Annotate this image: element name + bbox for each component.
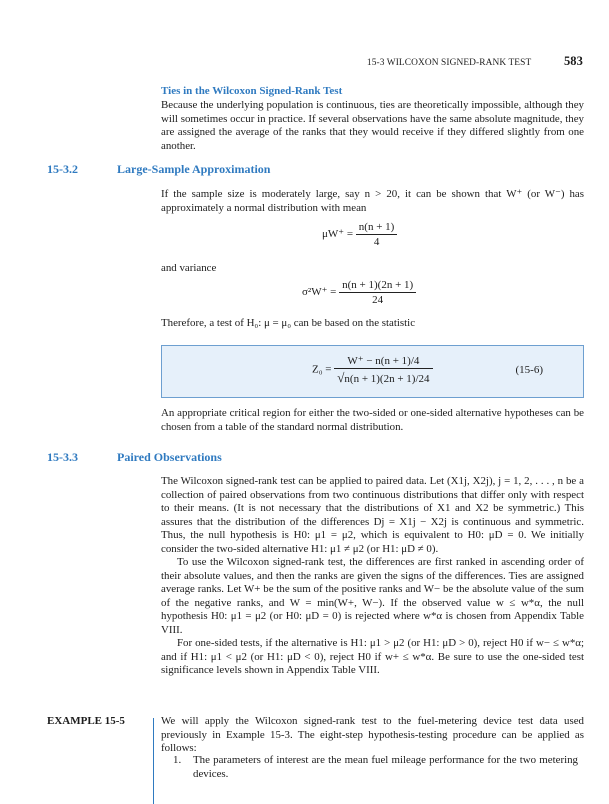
- example-step-1: [173, 754, 584, 781]
- example-label: EXAMPLE 15-5: [47, 715, 125, 727]
- ties-heading: Ties in the Wilcoxon Signed-Rank Test: [161, 85, 343, 97]
- large-sample-intro: If the sample size is moderately large, say n > 20, it can be shown that W⁺ (or W⁻) has approximately a normal distribution with mean: [161, 188, 584, 214]
- section-title: Large-Sample Approximation: [117, 162, 271, 176]
- z-lhs: Z₀ =: [312, 363, 332, 376]
- z-fraction: [334, 354, 432, 386]
- paired-observations-body: [161, 475, 584, 678]
- mean-equation: [322, 221, 397, 248]
- variance-denominator: 24: [339, 292, 416, 306]
- running-title: 15-3 WILCOXON SIGNED-RANK TEST: [366, 58, 532, 68]
- paired-paragraph-3: For one-sided tests, if the alternative is H1: μ1 > μ2 (or H1: μD > 0), reject H0 if w− ≤ w*α; and if H1: μ1 < μ2 (or H1: μD < 0), reject H0 if w+ ≤ w*α. Be sure to use the one-sided test significance levels shown in Appendix Table VIII.: [161, 637, 584, 676]
- variance-fraction: [339, 279, 416, 306]
- z-numerator: W⁺ − n(n + 1)/4: [347, 355, 420, 367]
- mean-numerator: n(n + 1): [358, 221, 395, 233]
- variance-numerator: n(n + 1)(2n + 1): [342, 279, 414, 291]
- equation-box: [161, 345, 584, 398]
- section-number: 15-3.2: [47, 162, 78, 176]
- mean-fraction: [356, 221, 398, 248]
- step-number: 1.: [173, 754, 182, 766]
- section-number: 15-3.3: [47, 450, 78, 464]
- therefore-text: Therefore, a test of H₀: μ = μ₀ can be based on the statistic: [161, 317, 416, 329]
- and-variance-text: and variance: [161, 262, 217, 274]
- critical-region-paragraph: An appropriate critical region for either the two-sided or one-sided alternative hypotheses can be chosen from a table of the standard normal distribution.: [161, 407, 584, 433]
- variance-equation: [302, 279, 416, 306]
- example-rule: [153, 718, 154, 804]
- section-heading-paired: [47, 450, 222, 465]
- mean-denominator: 4: [356, 234, 398, 248]
- mean-lhs: μW⁺ =: [322, 228, 354, 241]
- variance-lhs: σ²W⁺ =: [302, 286, 337, 299]
- paired-paragraph-1: The Wilcoxon signed-rank test can be applied to paired data. Let (X1j, X2j), j = 1, 2, . . . , n be a collection of paired observations from two continuous distributions that differ only with respect to their means. (It is not necessary that the distributions of X1 and X2 be symmetric.) This assures that the distribution of the differences Dj = X1j − X2j is continuous and symmetric. Thus, the null hypothesis is H0: μ1 = μ2, which is equivalent to H0: μD = 0. We initially consider the two-sided alternative H1: μ1 ≠ μ2 (or H1: μD ≠ 0).: [161, 475, 584, 555]
- section-title: Paired Observations: [117, 450, 222, 464]
- example-intro: We will apply the Wilcoxon signed-rank test to the fuel-metering device test data used previously in Example 15-3. The eight-step hypothesis-testing procedure can be applied as follows:: [161, 715, 584, 754]
- running-header: [367, 54, 583, 69]
- page-number: 583: [563, 54, 583, 68]
- section-heading-large-sample: [47, 162, 270, 177]
- z-statistic-equation: [312, 354, 433, 386]
- paired-paragraph-2: To use the Wilcoxon signed-rank test, the differences are first ranked in ascending order of their absolute values, and then the ranks are given the signs of the differences. Ties are assigned average ranks. Let W+ be the sum of the positive ranks and W− be the absolute value of the sum of the negative ranks, and W = min(W+, W−). If the observed value w ≤ w*α, the null hypothesis H0: μ1 = μ2 (or H0: μD = 0) is rejected where w*α is chosen from Appendix Table VIII.: [161, 556, 584, 636]
- ties-paragraph: Because the underlying population is continuous, ties are theoretically impossible, although they will sometimes occur in practice. If several observations have the same absolute magnitude, they are assigned the average of the ranks that they would receive if they differed slightly from one another.: [161, 99, 584, 152]
- equation-number: (15-6): [515, 364, 543, 376]
- z-denominator: √n(n + 1)(2n + 1)/24: [334, 368, 432, 386]
- step-text: The parameters of interest are the mean fuel mileage performance for the two metering devices.: [193, 754, 578, 780]
